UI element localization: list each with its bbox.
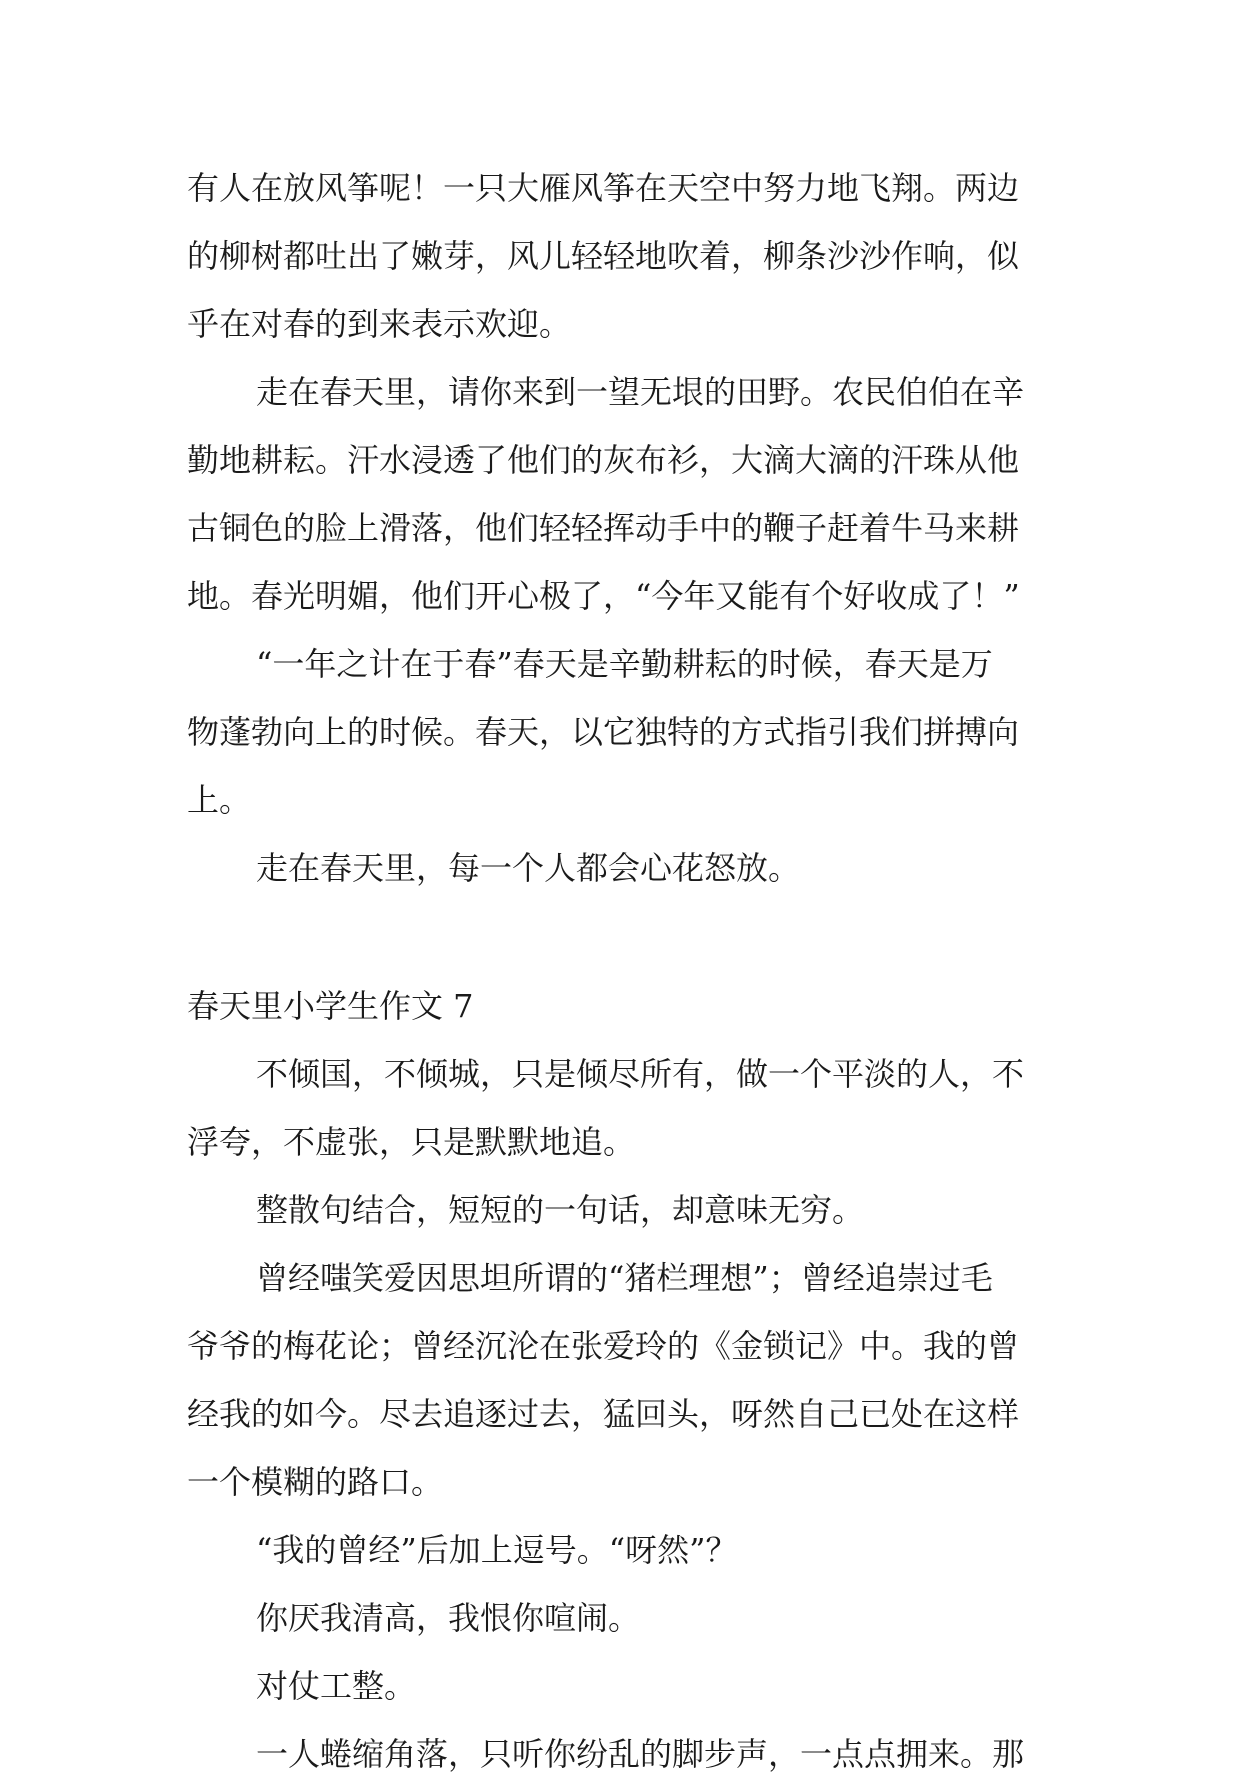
paragraph-line: 爷爷的梅花论；曾经沉沦在张爱玲的《金锁记》中。我的曾 (187, 1327, 1020, 1365)
paragraph-line: 曾经嗤笑爱因思坦所谓的“猪栏理想”；曾经追崇过毛 (256, 1259, 993, 1297)
paragraph-line: 走在春天里，请你来到一望无垠的田野。农民伯伯在辛 (256, 373, 1025, 411)
section-heading: 春天里小学生作文 7 (187, 987, 474, 1025)
paragraph-line: 整散句结合，短短的一句话，却意味无穷。 (256, 1191, 865, 1229)
paragraph-line: 上。 (187, 781, 252, 819)
paragraph-line: 经我的如今。尽去追逐过去，猛回头，呀然自己已处在这样 (187, 1395, 1020, 1433)
paragraph-line: 有人在放风筝呢！一只大雁风筝在天空中努力地飞翔。两边 (187, 169, 1020, 207)
paragraph-line: 一个模糊的路口。 (187, 1463, 444, 1501)
paragraph-line: 对仗工整。 (256, 1667, 417, 1705)
paragraph-line: 古铜色的脸上滑落，他们轻轻挥动手中的鞭子赶着牛马来耕 (187, 509, 1020, 547)
paragraph-line: 地。春光明媚，他们开心极了，“今年又能有个好收成了！” (187, 577, 1020, 615)
paragraph-line: 乎在对春的到来表示欢迎。 (187, 305, 572, 343)
paragraph-line: 的柳树都吐出了嫩芽，风儿轻轻地吹着，柳条沙沙作响，似 (187, 237, 1020, 275)
paragraph-line: 不倾国，不倾城，只是倾尽所有，做一个平淡的人，不 (256, 1055, 1025, 1093)
paragraph-line: 物蓬勃向上的时候。春天，以它独特的方式指引我们拼搏向 (187, 713, 1020, 751)
paragraph-line: 浮夸，不虚张，只是默默地追。 (187, 1123, 636, 1161)
paragraph-line: 勤地耕耘。汗水浸透了他们的灰布衫，大滴大滴的汗珠从他 (187, 441, 1020, 479)
paragraph-line: “一年之计在于春”春天是辛勤耕耘的时候，春天是万 (256, 645, 993, 683)
paragraph-line: “我的曾经”后加上逗号。“呀然”？ (256, 1531, 738, 1569)
paragraph-line: 你厌我清高，我恨你喧闹。 (256, 1599, 641, 1637)
paragraph-line: 走在春天里，每一个人都会心花怒放。 (256, 849, 801, 887)
paragraph-line: 一人蜷缩角落，只听你纷乱的脚步声，一点点拥来。那 (256, 1735, 1025, 1773)
